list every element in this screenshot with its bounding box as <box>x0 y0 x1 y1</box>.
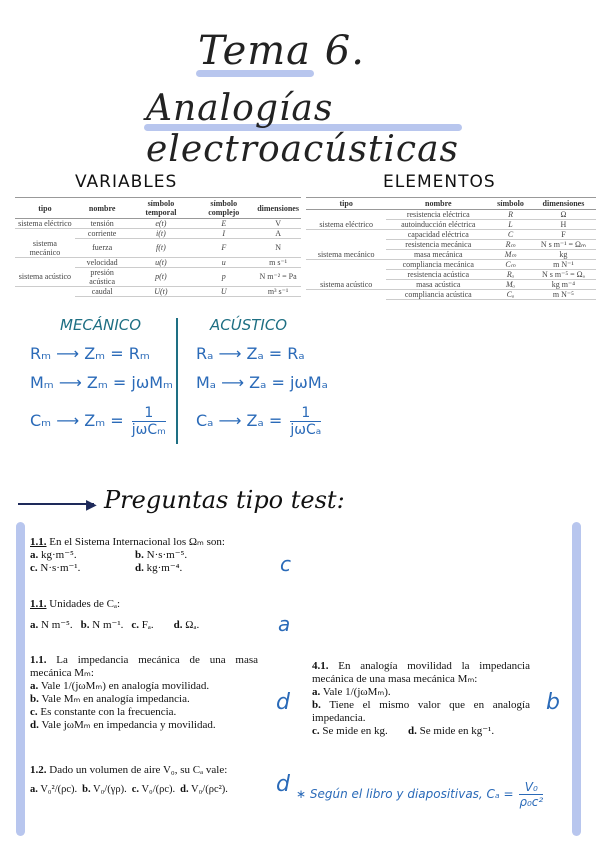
mecanico-eq3-lhs: Cₘ ⟶ Zₘ = <box>30 411 124 430</box>
q2-number: 1.1. <box>30 598 47 610</box>
q1-option-a: kg·m⁻⁵. <box>41 549 77 561</box>
elementos-cell: N s m⁻⁵ = Ωₐ <box>531 270 596 280</box>
variables-heading: VARIABLES <box>75 172 178 192</box>
q3-text: La impedancia mecánica de una masa mecánica Mₘ: <box>30 654 258 679</box>
table-row <box>15 229 301 239</box>
variables-cell: u <box>192 257 255 267</box>
table-row <box>306 280 596 290</box>
arrow-head-icon: ▶ <box>86 497 97 513</box>
elementos-cell: Rₘ <box>490 240 531 250</box>
variables-cell: tensión <box>75 219 130 229</box>
elementos-cell: compliancia mecánica <box>386 260 490 270</box>
mecanico-eq-mass: Mₘ ⟶ Zₘ = jωMₘ <box>30 373 174 392</box>
q2-option-d: Ωₐ. <box>185 619 200 631</box>
elementos-cell <box>306 260 386 270</box>
q1-text: En el Sistema Internacional los Ωₘ son: <box>46 536 225 548</box>
variables-cell: velocidad <box>75 257 130 267</box>
q5-option-a: V₀²/(ρc). <box>40 784 78 795</box>
variables-cell: p(t) <box>129 267 192 286</box>
elementos-header-2: símbolo <box>490 198 531 210</box>
q4-option-d: Se mide en kg⁻¹. <box>419 725 495 737</box>
elementos-cell <box>306 270 386 280</box>
acustico-fraction <box>290 405 321 438</box>
q2-option-b: N m⁻¹. <box>92 619 124 631</box>
q1-option-b: N·s·m⁻⁵. <box>146 549 188 561</box>
table-row <box>306 270 596 280</box>
elementos-cell: Cₘ <box>490 260 531 270</box>
variables-cell: U <box>192 286 255 296</box>
variables-cell: fuerza <box>75 239 130 258</box>
elementos-cell: resistencia eléctrica <box>386 210 490 220</box>
variables-cell: i(t) <box>129 229 192 239</box>
variables-header-0: tipo <box>15 198 75 219</box>
q4-option-c: Se mide en kg. <box>322 725 388 737</box>
table-row <box>306 250 596 260</box>
question-2: 1.1. Unidades de Cₐ: a. N m⁻⁵. b. N m⁻¹. c. Fₐ. d. Ωₐ. <box>30 598 258 638</box>
acustico-eq-compliance <box>196 405 321 438</box>
acustico-eq3-lhs: Cₐ ⟶ Zₐ = <box>196 411 283 430</box>
question-3: 1.1. La impedancia mecánica de una masa mecánica Mₘ: a. Vale 1/(jωMₘ) en analogía movilidad. b. Vale Mₘ en analogía impedancia. c. Es constante con la frecuencia. d. Vale jωMₘ en impedancia y movilidad. <box>30 654 258 746</box>
elementos-cell: m N⁻⁵ <box>531 290 596 300</box>
acustico-fraction-den: jωCₐ <box>290 422 322 438</box>
question-5: 1.2. Dado un volumen de aire V₀, su Cₐ vale: a. V₀²/(ρc). b. V₀/(γρ). c. V₀/(ρc). d. V₀/(ρc²). <box>30 764 258 804</box>
variables-header-2: símbolo temporal <box>129 198 192 219</box>
variables-cell: sistema mecánico <box>15 239 75 258</box>
q4-option-a: Vale 1/(jωMₘ). <box>322 686 391 698</box>
acustico-heading: ACÚSTICO <box>210 316 288 334</box>
q3-option-b: Vale Mₘ en analogía impedancia. <box>41 693 190 705</box>
table-row <box>306 230 596 240</box>
q5-text: Dado un volumen de aire V₀, su Cₐ vale: <box>46 764 228 776</box>
q4-answer: b <box>546 690 560 715</box>
variables-cell: N m⁻² = Pa <box>255 267 301 286</box>
elementos-cell: Ω <box>531 210 596 220</box>
q5-answer: d <box>276 772 290 797</box>
q3-option-a: Vale 1/(jωMₘ) en analogía movilidad. <box>40 680 210 692</box>
table-row <box>15 219 301 229</box>
question-1: 1.1. En el Sistema Internacional los Ωₘ son: a. kg·m⁻⁵. b. N·s·m⁻⁵. c. N·s·m⁻¹. d. kg·m⁻⁴. <box>30 536 258 584</box>
table-row <box>306 220 596 230</box>
elementos-cell: kg m⁻⁴ <box>531 280 596 290</box>
variables-cell <box>15 257 75 267</box>
q5-note-fraction <box>519 780 543 809</box>
q1-number: 1.1. <box>30 536 47 548</box>
variables-cell: F <box>192 239 255 258</box>
variables-cell <box>15 286 75 296</box>
q5-note <box>296 780 543 809</box>
q4-number: 4.1. <box>312 660 329 672</box>
q5-note-text: ∗ Según el libro y diapositivas, Cₐ = <box>296 787 514 801</box>
variables-table <box>15 197 301 297</box>
acustico-eq-mass: Mₐ ⟶ Zₐ = jωMₐ <box>196 373 328 392</box>
q3-option-c: Es constante con la frecuencia. <box>40 706 177 718</box>
elementos-cell: sistema eléctrico <box>306 220 386 230</box>
elementos-cell: masa mecánica <box>386 250 490 260</box>
table-row <box>15 257 301 267</box>
variables-header-3: símbolo complejo <box>192 198 255 219</box>
variables-cell <box>15 229 75 239</box>
q2-answer: a <box>278 612 291 636</box>
variables-header-4: dimensiones <box>255 198 301 219</box>
variables-cell: p <box>192 267 255 286</box>
elementos-cell <box>306 290 386 300</box>
column-divider <box>176 318 178 444</box>
variables-cell: m³ s⁻¹ <box>255 286 301 296</box>
elementos-cell: resistencia acústica <box>386 270 490 280</box>
mecanico-eq-resistance: Rₘ ⟶ Zₘ = Rₘ <box>30 344 150 363</box>
variables-cell: corriente <box>75 229 130 239</box>
elementos-cell: masa acústica <box>386 280 490 290</box>
elementos-cell: N s m⁻¹ = Ωₘ <box>531 240 596 250</box>
q3-option-d: Vale jωMₘ en impedancia y movilidad. <box>41 719 216 731</box>
variables-cell: N <box>255 239 301 258</box>
elementos-cell: L <box>490 220 531 230</box>
mecanico-eq-compliance <box>30 405 166 438</box>
elementos-cell <box>306 230 386 240</box>
variables-cell: f(t) <box>129 239 192 258</box>
mecanico-fraction-num: 1 <box>132 405 166 422</box>
elementos-cell: F <box>531 230 596 240</box>
preguntas-heading: Preguntas tipo test: <box>104 486 345 514</box>
variables-cell: m s⁻¹ <box>255 257 301 267</box>
elementos-cell: capacidad eléctrica <box>386 230 490 240</box>
q5-option-b: V₀/(γρ). <box>93 784 127 795</box>
table-row <box>306 240 596 250</box>
q4-text: En analogía movilidad la impedancia mecánica de una masa mecánica Mₘ: <box>312 660 530 685</box>
table-row <box>306 290 596 300</box>
question-4: 4.1. En analogía movilidad la impedancia mecánica de una masa mecánica Mₘ: a. Vale 1/(jωMₘ). b. Tiene el mismo valor que en analogía impedancia. c. Se mide en kg. d. Se mide en kg⁻¹. <box>312 660 530 746</box>
right-highlight-bar <box>572 522 581 836</box>
variables-cell: E <box>192 219 255 229</box>
variables-cell: e(t) <box>129 219 192 229</box>
elementos-cell: sistema acústico <box>306 280 386 290</box>
acustico-fraction-num: 1 <box>290 405 321 422</box>
elementos-cell: m N⁻¹ <box>531 260 596 270</box>
elementos-cell: R <box>490 210 531 220</box>
mecanico-fraction <box>132 405 166 438</box>
variables-cell: presión acústica <box>75 267 130 286</box>
q2-option-a: N m⁻⁵. <box>41 619 73 631</box>
variables-cell: sistema acústico <box>15 267 75 286</box>
elementos-cell: H <box>531 220 596 230</box>
q3-number: 1.1. <box>30 654 47 666</box>
variables-cell: caudal <box>75 286 130 296</box>
table-row <box>15 239 301 258</box>
acustico-eq-resistance: Rₐ ⟶ Zₐ = Rₐ <box>196 344 305 363</box>
elementos-cell: sistema mecánico <box>306 250 386 260</box>
variables-cell: sistema eléctrico <box>15 219 75 229</box>
elementos-cell: C <box>490 230 531 240</box>
elementos-heading: ELEMENTOS <box>383 172 496 192</box>
variables-cell: V <box>255 219 301 229</box>
page-subtitle: Analogías electroacústicas <box>146 88 459 170</box>
elementos-cell: resistencia mecánica <box>386 240 490 250</box>
variables-cell: I <box>192 229 255 239</box>
q2-text: Unidades de Cₐ: <box>46 598 121 610</box>
elementos-cell: Rₐ <box>490 270 531 280</box>
page-title: Tema 6. <box>198 28 365 74</box>
table-row <box>306 210 596 220</box>
q5-note-num: V₀ <box>519 780 543 795</box>
q5-number: 1.2. <box>30 764 47 776</box>
elementos-header-0: tipo <box>306 198 386 210</box>
elementos-cell: Mₐ <box>490 280 531 290</box>
q5-option-c: V₀/(ρc). <box>141 784 176 795</box>
q5-option-d: V₀/(ρc²). <box>191 784 228 795</box>
variables-cell: U(t) <box>129 286 192 296</box>
elementos-cell: Mₘ <box>490 250 531 260</box>
table-row <box>15 267 301 286</box>
elementos-cell <box>306 240 386 250</box>
table-row <box>15 286 301 296</box>
q1-option-d: kg·m⁻⁴. <box>146 562 183 574</box>
elementos-header-3: dimensiones <box>531 198 596 210</box>
q2-option-c: Fₐ. <box>141 619 154 631</box>
q4-option-b: Tiene el mismo valor que en analogía impedancia. <box>312 699 530 724</box>
elementos-cell: Cₐ <box>490 290 531 300</box>
q1-answer: c <box>280 552 291 576</box>
variables-cell: u(t) <box>129 257 192 267</box>
table-row <box>306 260 596 270</box>
left-highlight-bar <box>16 522 25 836</box>
variables-cell: A <box>255 229 301 239</box>
elementos-table <box>306 197 596 300</box>
q1-option-c: N·s·m⁻¹. <box>40 562 81 574</box>
variables-header-1: nombre <box>75 198 130 219</box>
elementos-cell: compliancia acústica <box>386 290 490 300</box>
q5-note-den: ρ₀c² <box>519 795 544 809</box>
q3-answer: d <box>276 690 290 715</box>
mecanico-heading: MECÁNICO <box>60 316 142 334</box>
elementos-cell: autoinducción eléctrica <box>386 220 490 230</box>
mecanico-fraction-den: jωCₘ <box>131 422 166 438</box>
elementos-cell: kg <box>531 250 596 260</box>
elementos-header-1: nombre <box>386 198 490 210</box>
elementos-cell <box>306 210 386 220</box>
arrow-line <box>18 503 94 505</box>
